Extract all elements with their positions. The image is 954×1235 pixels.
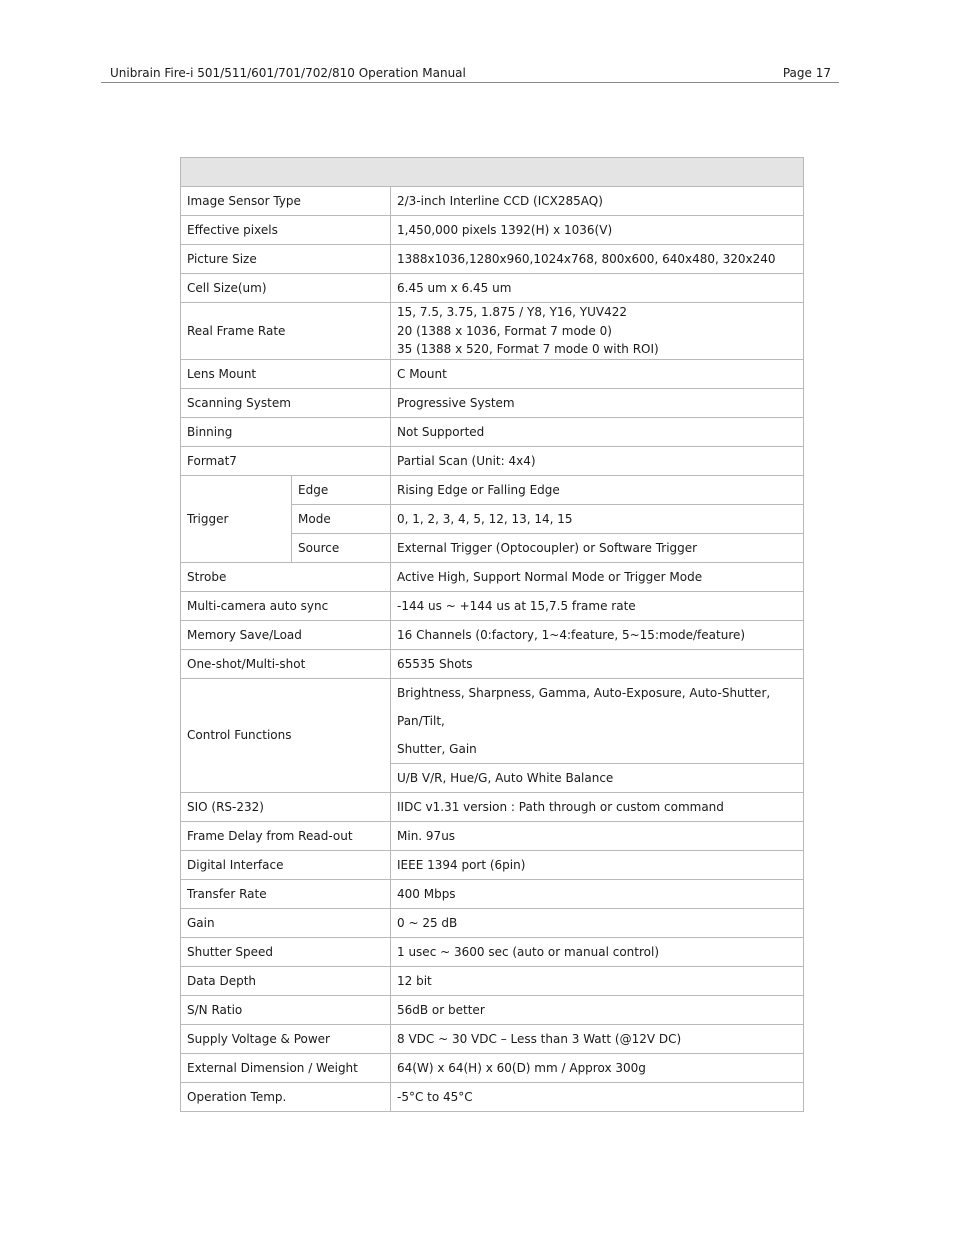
table-row bbox=[181, 792, 804, 821]
spec-label: Gain bbox=[181, 908, 391, 937]
spec-label: Transfer Rate bbox=[181, 879, 391, 908]
specification-table bbox=[180, 157, 804, 1112]
spec-value: Active High, Support Normal Mode or Trigger Mode bbox=[391, 562, 804, 591]
spec-label: Picture Size bbox=[181, 245, 391, 274]
spec-value: 2/3-inch Interline CCD (ICX285AQ) bbox=[391, 187, 804, 216]
spec-label: Cell Size(um) bbox=[181, 274, 391, 303]
table-row bbox=[181, 649, 804, 678]
table-row bbox=[181, 187, 804, 216]
table-header-row bbox=[181, 158, 804, 187]
spec-label: Multi-camera auto sync bbox=[181, 591, 391, 620]
table-row bbox=[181, 1024, 804, 1053]
spec-value: 64(W) x 64(H) x 60(D) mm / Approx 300g bbox=[391, 1053, 804, 1082]
spec-value: 1,450,000 pixels 1392(H) x 1036(V) bbox=[391, 216, 804, 245]
table-row bbox=[181, 908, 804, 937]
spec-label: Strobe bbox=[181, 562, 391, 591]
table-row bbox=[181, 1082, 804, 1111]
spec-value: 0, 1, 2, 3, 4, 5, 12, 13, 14, 15 bbox=[391, 504, 804, 533]
table-row bbox=[181, 937, 804, 966]
spec-value: 1388x1036,1280x960,1024x768, 800x600, 640x480, 320x240 bbox=[391, 245, 804, 274]
spec-label: Image Sensor Type bbox=[181, 187, 391, 216]
table-row bbox=[181, 359, 804, 388]
spec-value: External Trigger (Optocoupler) or Software Trigger bbox=[391, 533, 804, 562]
spec-value: U/B V/R, Hue/G, Auto White Balance bbox=[391, 763, 804, 792]
table-row bbox=[181, 562, 804, 591]
spec-value: 12 bit bbox=[391, 966, 804, 995]
table-row bbox=[181, 620, 804, 649]
spec-label: Data Depth bbox=[181, 966, 391, 995]
spec-label: Frame Delay from Read-out bbox=[181, 821, 391, 850]
spec-value: IIDC v1.31 version : Path through or custom command bbox=[391, 792, 804, 821]
table-row bbox=[181, 591, 804, 620]
spec-value: Rising Edge or Falling Edge bbox=[391, 475, 804, 504]
spec-label: Operation Temp. bbox=[181, 1082, 391, 1111]
frame-rate-line: 15, 7.5, 3.75, 1.875 / Y8, Y16, YUV422 bbox=[397, 305, 628, 319]
spec-label: Supply Voltage & Power bbox=[181, 1024, 391, 1053]
table-row bbox=[181, 678, 804, 763]
spec-label: Scanning System bbox=[181, 388, 391, 417]
spec-value: 6.45 um x 6.45 um bbox=[391, 274, 804, 303]
spec-label: Effective pixels bbox=[181, 216, 391, 245]
spec-value: -5°C to 45°C bbox=[391, 1082, 804, 1111]
table-header-cell bbox=[181, 158, 804, 187]
spec-value: 400 Mbps bbox=[391, 879, 804, 908]
spec-value: C Mount bbox=[391, 359, 804, 388]
control-functions-line: Shutter, Gain bbox=[397, 741, 477, 756]
frame-rate-line: 35 (1388 x 520, Format 7 mode 0 with ROI) bbox=[397, 342, 659, 356]
spec-value: 65535 Shots bbox=[391, 649, 804, 678]
spec-label: Control Functions bbox=[181, 678, 391, 792]
spec-label: S/N Ratio bbox=[181, 995, 391, 1024]
table-row bbox=[181, 821, 804, 850]
table-row bbox=[181, 274, 804, 303]
table-row bbox=[181, 879, 804, 908]
table-row bbox=[181, 245, 804, 274]
spec-value: IEEE 1394 port (6pin) bbox=[391, 850, 804, 879]
spec-label: External Dimension / Weight bbox=[181, 1053, 391, 1082]
spec-value: 56dB or better bbox=[391, 995, 804, 1024]
table-row bbox=[181, 388, 804, 417]
manual-title: Unibrain Fire-i 501/511/601/701/702/810 Operation Manual bbox=[110, 66, 466, 80]
spec-label: Digital Interface bbox=[181, 850, 391, 879]
table-row bbox=[181, 1053, 804, 1082]
spec-label: Binning bbox=[181, 417, 391, 446]
spec-value: 1 usec ~ 3600 sec (auto or manual control) bbox=[391, 937, 804, 966]
spec-value: -144 us ~ +144 us at 15,7.5 frame rate bbox=[391, 591, 804, 620]
spec-label: Memory Save/Load bbox=[181, 620, 391, 649]
spec-label: SIO (RS-232) bbox=[181, 792, 391, 821]
table-row bbox=[181, 446, 804, 475]
table-row bbox=[181, 303, 804, 360]
spec-label: Shutter Speed bbox=[181, 937, 391, 966]
spec-value: Partial Scan (Unit: 4x4) bbox=[391, 446, 804, 475]
table-row bbox=[181, 216, 804, 245]
frame-rate-line: 20 (1388 x 1036, Format 7 mode 0) bbox=[397, 323, 612, 338]
spec-label: Real Frame Rate bbox=[181, 303, 391, 360]
table-row bbox=[181, 475, 804, 504]
spec-label: Format7 bbox=[181, 446, 391, 475]
table-row bbox=[181, 966, 804, 995]
spec-label: Trigger bbox=[181, 475, 292, 562]
spec-value bbox=[391, 303, 804, 360]
spec-sublabel: Source bbox=[292, 533, 391, 562]
spec-value: 16 Channels (0:factory, 1~4:feature, 5~15:mode/feature) bbox=[391, 620, 804, 649]
spec-sublabel: Edge bbox=[292, 475, 391, 504]
spec-value: Progressive System bbox=[391, 388, 804, 417]
spec-value bbox=[391, 678, 804, 763]
control-functions-line: Brightness, Sharpness, Gamma, Auto-Exposure, Auto-Shutter, Pan/Tilt, bbox=[397, 685, 771, 728]
table-row bbox=[181, 850, 804, 879]
page-header bbox=[101, 66, 839, 83]
spec-value: 8 VDC ~ 30 VDC – Less than 3 Watt (@12V DC) bbox=[391, 1024, 804, 1053]
spec-value: Min. 97us bbox=[391, 821, 804, 850]
spec-sublabel: Mode bbox=[292, 504, 391, 533]
table-row bbox=[181, 995, 804, 1024]
spec-value: 0 ~ 25 dB bbox=[391, 908, 804, 937]
spec-label: One-shot/Multi-shot bbox=[181, 649, 391, 678]
page-number: Page 17 bbox=[782, 66, 831, 80]
spec-value: Not Supported bbox=[391, 417, 804, 446]
table-row bbox=[181, 417, 804, 446]
spec-label: Lens Mount bbox=[181, 359, 391, 388]
